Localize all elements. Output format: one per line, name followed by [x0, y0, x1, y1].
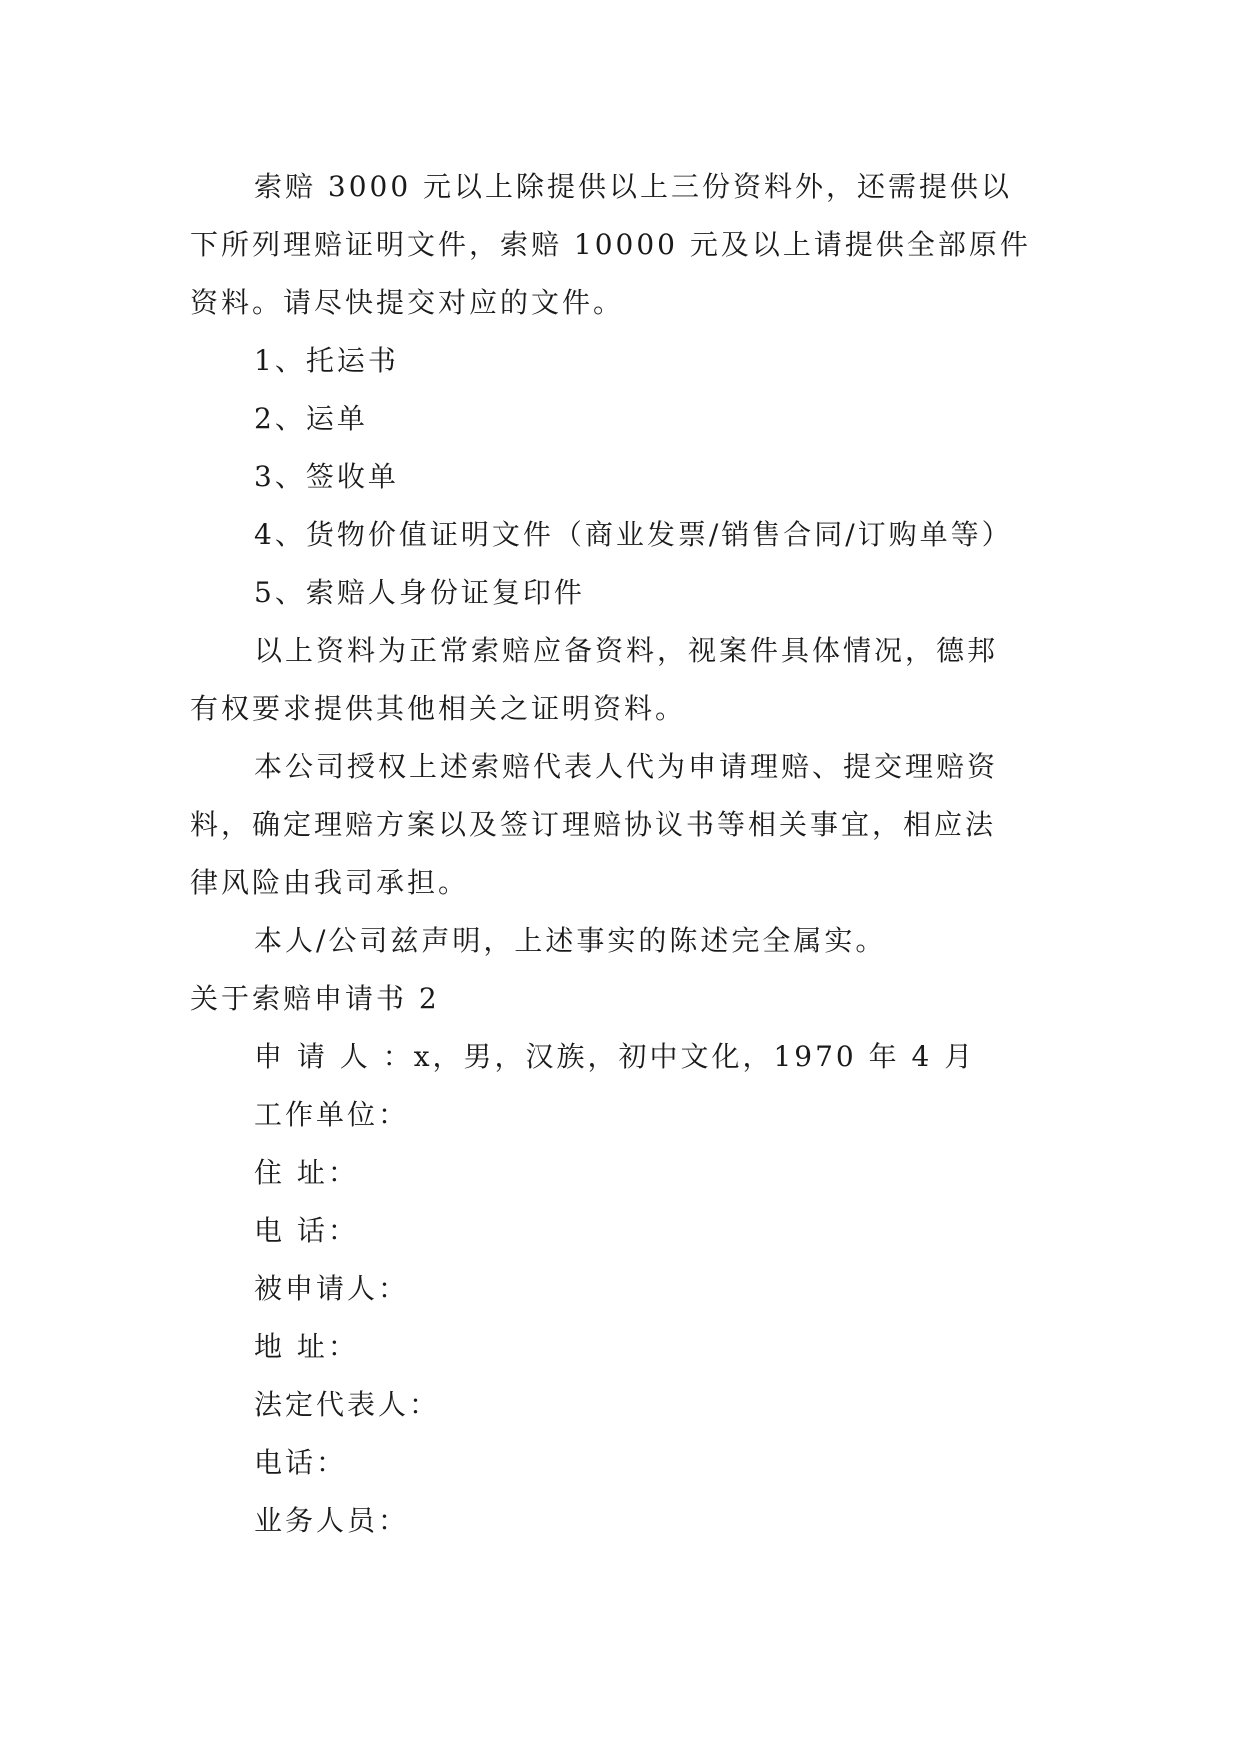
paragraph-line: 资料。请尽快提交对应的文件。 [190, 286, 625, 319]
paragraph-line: 有权要求提供其他相关之证明资料。 [190, 692, 687, 725]
declaration: 本人/公司兹声明，上述事实的陈述完全属实。 [254, 924, 887, 957]
list-item: 5、索赔人身份证复印件 [254, 576, 585, 609]
field-sales-staff: 业务人员： [254, 1504, 410, 1537]
paragraph-line: 料，确定理赔方案以及签订理赔协议书等相关事宜，相应法 [190, 808, 997, 841]
field-applicant: 申 请 人 ：x，男，汉族，初中文化，1970 年 4 月 [254, 1040, 976, 1073]
paragraph-line: 以上资料为正常索赔应备资料，视案件具体情况，德邦 [254, 634, 999, 667]
paragraph-line: 本公司授权上述索赔代表人代为申请理赔、提交理赔资 [254, 750, 999, 783]
list-item: 4、货物价值证明文件（商业发票/销售合同/订购单等） [254, 518, 1013, 551]
field-respondent-phone: 电话： [254, 1446, 348, 1479]
paragraph-line: 索赔 3000 元以上除提供以上三份资料外，还需提供以 [254, 170, 1013, 203]
field-respondent: 被申请人： [254, 1272, 410, 1305]
paragraph-line: 下所列理赔证明文件，索赔 10000 元及以上请提供全部原件 [190, 228, 1031, 261]
paragraph-line: 律风险由我司承担。 [190, 866, 470, 899]
field-legal-representative: 法定代表人： [254, 1388, 441, 1421]
field-employer: 工作单位： [254, 1098, 410, 1131]
list-item: 2、运单 [254, 402, 368, 435]
list-item: 1、托运书 [254, 344, 399, 377]
field-address: 住 址： [254, 1156, 359, 1189]
list-item: 3、签收单 [254, 460, 399, 493]
section-title: 关于索赔申请书 2 [190, 982, 440, 1015]
document-body [190, 158, 1050, 1550]
field-respondent-address: 地 址： [254, 1330, 359, 1363]
field-phone: 电 话： [254, 1214, 359, 1247]
